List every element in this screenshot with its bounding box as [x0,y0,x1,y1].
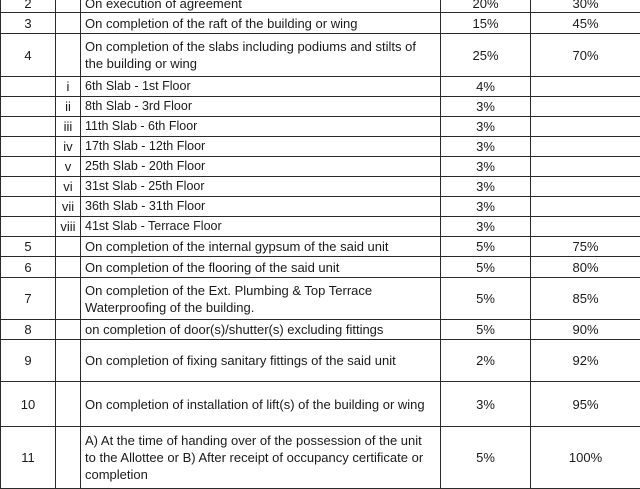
sub-number-cell: v [56,157,81,177]
sub-number-cell [56,382,81,427]
cumulative-percent-cell [531,177,640,197]
sub-milestone-row [1,117,640,137]
sub-milestone-row [1,197,640,217]
milestone-description-cell: On completion of the raft of the building or wing [81,13,441,34]
milestone-description-cell: A) At the time of handing over of the possession of the unit to the Allottee or B) After receipt of occupancy certificate or completion [81,427,441,489]
row-number-cell [1,117,56,137]
cumulative-percent-cell: 80% [531,257,640,278]
cumulative-percent-cell [531,217,640,237]
row-number-cell [1,97,56,117]
milestone-description-cell: 41st Slab - Terrace Floor [81,217,441,237]
cumulative-percent-cell [531,197,640,217]
row-number-cell: 2 [1,0,56,13]
row-number-cell [1,197,56,217]
row-number-cell [1,217,56,237]
sub-number-cell [56,278,81,320]
installment-percent-cell: 2% [441,340,531,382]
cumulative-percent-cell [531,157,640,177]
cumulative-percent-cell: 30% [531,0,640,13]
milestone-description-cell: On completion of the flooring of the said unit [81,257,441,278]
sub-number-cell [56,320,81,340]
sub-number-cell: vii [56,197,81,217]
installment-percent-cell: 3% [441,382,531,427]
milestone-row [1,278,640,320]
milestone-description-cell: 17th Slab - 12th Floor [81,137,441,157]
installment-percent-cell: 5% [441,427,531,489]
row-number-cell [1,77,56,97]
row-number-cell: 5 [1,237,56,257]
milestone-row [1,13,640,34]
cumulative-percent-cell: 85% [531,278,640,320]
milestone-row [1,257,640,278]
sub-number-cell: i [56,77,81,97]
milestone-description-cell: On completion of fixing sanitary fittings of the said unit [81,340,441,382]
installment-percent-cell: 4% [441,77,531,97]
cumulative-percent-cell: 92% [531,340,640,382]
row-number-cell [1,137,56,157]
milestone-row [1,382,640,427]
installment-percent-cell: 20% [441,0,531,13]
installment-percent-cell: 3% [441,197,531,217]
installment-percent-cell: 3% [441,117,531,137]
sub-number-cell [56,257,81,278]
installment-percent-cell: 5% [441,257,531,278]
sub-milestone-row [1,177,640,197]
sub-number-cell [56,237,81,257]
milestone-row [1,340,640,382]
sub-number-cell [56,427,81,489]
installment-percent-cell: 5% [441,320,531,340]
installment-percent-cell: 3% [441,97,531,117]
sub-number-cell [56,34,81,77]
milestone-description-cell: On completion of installation of lift(s) of the building or wing [81,382,441,427]
milestone-description-cell: On completion of the Ext. Plumbing & Top Terrace Waterproofing of the building. [81,278,441,320]
milestone-description-cell: On completion of the internal gypsum of the said unit [81,237,441,257]
milestone-row [1,34,640,77]
row-number-cell: 6 [1,257,56,278]
milestone-row [1,427,640,489]
row-number-cell: 11 [1,427,56,489]
sub-number-cell [56,0,81,13]
milestone-description-cell: 8th Slab - 3rd Floor [81,97,441,117]
sub-milestone-row [1,137,640,157]
row-number-cell [1,157,56,177]
row-number-cell [1,177,56,197]
sub-number-cell: vi [56,177,81,197]
sub-number-cell [56,13,81,34]
cumulative-percent-cell [531,117,640,137]
sub-number-cell: ii [56,97,81,117]
sub-number-cell [56,340,81,382]
milestone-description-cell: On completion of the slabs including podiums and stilts of the building or wing [81,34,441,77]
cumulative-percent-cell: 95% [531,382,640,427]
sub-milestone-row [1,97,640,117]
cumulative-percent-cell: 100% [531,427,640,489]
cumulative-percent-cell [531,77,640,97]
installment-percent-cell: 3% [441,217,531,237]
installment-percent-cell: 25% [441,34,531,77]
milestone-row [1,237,640,257]
milestone-description-cell: On execution of agreement [81,0,441,13]
sub-number-cell: iii [56,117,81,137]
sub-milestone-row [1,77,640,97]
cumulative-percent-cell: 45% [531,13,640,34]
cumulative-percent-cell: 75% [531,237,640,257]
installment-percent-cell: 3% [441,137,531,157]
milestone-description-cell: 31st Slab - 25th Floor [81,177,441,197]
row-number-cell: 9 [1,340,56,382]
sub-number-cell: iv [56,137,81,157]
cumulative-percent-cell [531,137,640,157]
installment-percent-cell: 5% [441,278,531,320]
cumulative-percent-cell: 70% [531,34,640,77]
sub-number-cell: viii [56,217,81,237]
installment-percent-cell: 3% [441,157,531,177]
milestone-row [1,0,640,13]
milestone-description-cell: 6th Slab - 1st Floor [81,77,441,97]
cumulative-percent-cell [531,97,640,117]
cumulative-percent-cell: 90% [531,320,640,340]
row-number-cell: 10 [1,382,56,427]
milestone-row [1,320,640,340]
row-number-cell: 7 [1,278,56,320]
installment-percent-cell: 3% [441,177,531,197]
sub-milestone-row [1,157,640,177]
milestone-description-cell: on completion of door(s)/shutter(s) excluding fittings [81,320,441,340]
installment-percent-cell: 5% [441,237,531,257]
sub-milestone-row [1,217,640,237]
milestone-description-cell: 36th Slab - 31th Floor [81,197,441,217]
row-number-cell: 4 [1,34,56,77]
installment-percent-cell: 15% [441,13,531,34]
payment-schedule-body [1,0,640,489]
row-number-cell: 3 [1,13,56,34]
row-number-cell: 8 [1,320,56,340]
milestone-description-cell: 25th Slab - 20th Floor [81,157,441,177]
milestone-description-cell: 11th Slab - 6th Floor [81,117,441,137]
